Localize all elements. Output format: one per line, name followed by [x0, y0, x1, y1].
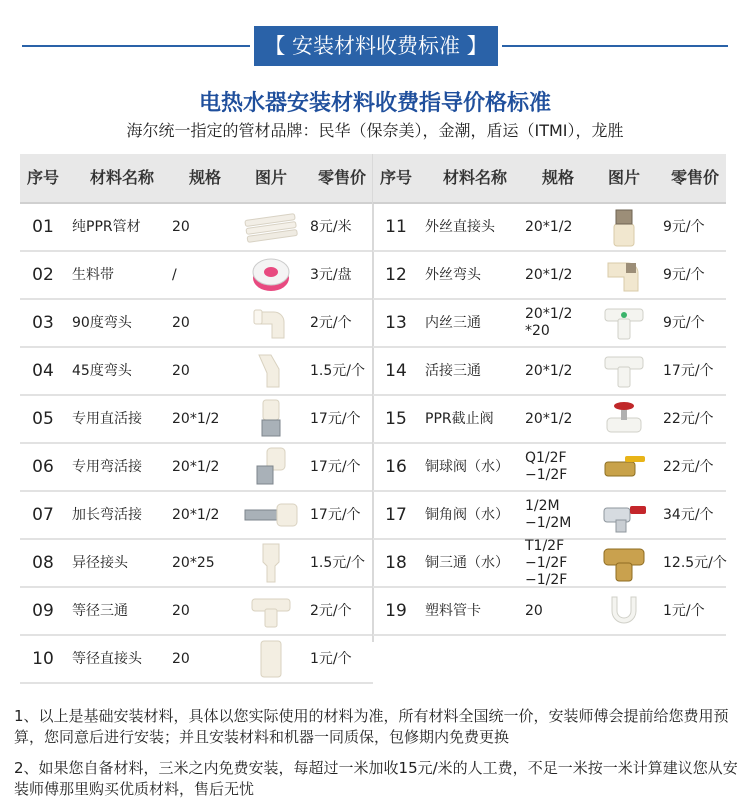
stop-valve-icon: [591, 396, 657, 442]
header-rule-right: [502, 45, 728, 47]
material-price: 17元/个: [310, 458, 361, 475]
table-row: [373, 348, 726, 396]
material-spec: 20*1/2: [525, 218, 573, 235]
row-number: 06: [32, 456, 54, 477]
header-name: 材料名称: [442, 168, 507, 187]
material-price: 3元/盘: [310, 266, 352, 283]
table-row: [373, 204, 726, 252]
material-spec: 20*25: [172, 554, 215, 571]
material-name: PPR截止阀: [425, 410, 494, 427]
header-name: 材料名称: [89, 168, 154, 187]
row-number: 02: [32, 264, 54, 285]
table-row: [373, 492, 726, 540]
note-2: 2、如果您自备材料，三米之内免费安装，每超过一米加收15元/米的人工费，不足一米按一米计算建议您从安装师傅那里购买优质材料，售后无忧: [14, 759, 738, 798]
table-row: [20, 492, 373, 540]
table-row: [20, 300, 373, 348]
row-number: 04: [32, 360, 54, 381]
material-spec: 20: [525, 602, 543, 619]
note-1: 1、以上是基础安装材料，具体以您实际使用的材料为准，所有材料全国统一价，安装师傅会提前给您费用预算，您同意后进行安装；并且安装材料和机器一同质保，包修期内免费更换: [14, 707, 729, 746]
row-number: 11: [385, 216, 407, 237]
material-spec: 20: [172, 602, 190, 619]
reducer-icon: [238, 540, 304, 586]
material-spec: 20: [172, 650, 190, 667]
table-row: [373, 537, 727, 588]
table-row: [20, 636, 373, 684]
material-spec: 20*1/2: [525, 266, 573, 283]
material-spec: 20*1/2: [172, 506, 220, 523]
material-spec: 20: [172, 314, 190, 331]
row-number: 12: [385, 264, 407, 285]
header-spec: 规格: [541, 168, 574, 187]
material-name: 外丝直接头: [425, 218, 495, 235]
ppr-pipe-icon: [238, 204, 304, 250]
material-name: 等径直接头: [72, 650, 142, 667]
header-pic: 图片: [607, 168, 640, 187]
elbow-90-icon: [238, 300, 304, 346]
material-name: 生料带: [72, 266, 114, 283]
row-number: 13: [385, 312, 407, 333]
material-price: 17元/个: [310, 410, 361, 427]
material-price: 8元/米: [310, 218, 352, 235]
material-spec: /: [172, 266, 177, 283]
material-name: 专用弯活接: [72, 458, 142, 475]
male-elbow-icon: [591, 252, 657, 298]
header-pic: 图片: [254, 168, 287, 187]
material-spec: 20: [172, 218, 190, 235]
row-number: 01: [32, 216, 54, 237]
material-name: 专用直活接: [72, 410, 142, 427]
material-name: 铜角阀（水）: [425, 506, 509, 523]
row-number: 09: [32, 600, 54, 621]
pipe-clip-icon: [591, 588, 657, 634]
header-price: 零售价: [670, 168, 719, 187]
row-number: 15: [385, 408, 407, 429]
material-spec: 20*1/2: [172, 410, 220, 427]
table-row: [20, 540, 373, 588]
material-name: 等径三通: [72, 602, 128, 619]
row-number: 17: [385, 504, 407, 525]
material-name: 塑料管卡: [425, 602, 481, 619]
material-name: 异径接头: [72, 554, 128, 571]
table-row: [20, 204, 373, 252]
material-price: 34元/个: [663, 506, 714, 523]
material-spec: 20*1/2: [172, 458, 220, 475]
row-number: 08: [32, 552, 54, 573]
price-table-right: [373, 154, 726, 684]
price-table: [20, 154, 726, 684]
ball-valve-icon: [591, 444, 657, 490]
header-no: 序号: [26, 168, 59, 187]
material-name: 加长弯活接: [72, 506, 142, 523]
coupling-icon: [238, 636, 304, 682]
union-tee-icon: [591, 348, 657, 394]
long-elbow-union-icon: [238, 492, 304, 538]
material-spec: 1/2M −1/2M: [525, 498, 572, 531]
material-name: 内丝三通: [425, 314, 481, 331]
sealing-tape-icon: [238, 252, 304, 298]
page-subtitle: 海尔统一指定的管材品牌：民华（保奈美），金潮，盾运（ITMI），龙胜: [126, 121, 624, 140]
table-row: [373, 588, 726, 636]
material-price: 9元/个: [663, 314, 705, 331]
table-row: [20, 588, 373, 636]
row-number: 07: [32, 504, 54, 525]
header-no: 序号: [379, 168, 412, 187]
table-header: [20, 154, 373, 204]
row-number: 19: [385, 600, 407, 621]
angle-valve-icon: [591, 492, 657, 538]
row-number: 18: [385, 552, 407, 573]
material-name: 90度弯头: [72, 314, 132, 331]
material-price: 1元/个: [663, 602, 705, 619]
material-price: 22元/个: [663, 410, 714, 427]
material-spec: 20*1/2: [525, 410, 573, 427]
material-spec: 20*1/2 *20: [525, 306, 573, 339]
material-name: 纯PPR管材: [72, 218, 141, 235]
material-price: 2元/个: [310, 314, 352, 331]
row-number: 16: [385, 456, 407, 477]
equal-tee-icon: [238, 588, 304, 634]
material-spec: 20: [172, 362, 190, 379]
row-number: 10: [32, 648, 54, 669]
material-price: 12.5元/个: [663, 554, 727, 571]
notes: [14, 706, 738, 810]
table-header: [373, 154, 726, 204]
table-row: [373, 300, 726, 348]
brass-tee-icon: [591, 540, 657, 586]
row-number: 05: [32, 408, 54, 429]
material-price: 22元/个: [663, 458, 714, 475]
header-price: 零售价: [317, 168, 366, 187]
table-row: [20, 396, 373, 444]
table-row: [20, 444, 373, 492]
price-table-left: [20, 154, 373, 684]
material-name: 铜球阀（水）: [425, 458, 509, 475]
straight-union-icon: [238, 396, 304, 442]
material-price: 9元/个: [663, 266, 705, 283]
elbow-union-icon: [238, 444, 304, 490]
table-row: [373, 444, 726, 492]
table-row: [373, 252, 726, 300]
row-number: 14: [385, 360, 407, 381]
material-spec: Q1/2F −1/2F: [525, 450, 568, 483]
material-spec: 20*1/2: [525, 362, 573, 379]
material-name: 45度弯头: [72, 362, 132, 379]
page-title: 电热水器安装材料收费指导价格标准: [198, 91, 551, 116]
material-name: 铜三通（水）: [425, 554, 509, 571]
material-price: 17元/个: [310, 506, 361, 523]
material-price: 9元/个: [663, 218, 705, 235]
female-tee-icon: [591, 300, 657, 346]
material-price: 1元/个: [310, 650, 352, 667]
material-price: 17元/个: [663, 362, 714, 379]
table-row: [20, 252, 373, 300]
elbow-45-icon: [238, 348, 304, 394]
header-spec: 规格: [188, 168, 221, 187]
header-rule-left: [22, 45, 250, 47]
material-price: 1.5元/个: [310, 362, 365, 379]
material-price: 1.5元/个: [310, 554, 365, 571]
material-name: 外丝弯头: [425, 266, 481, 283]
male-coupling-icon: [591, 204, 657, 250]
material-price: 2元/个: [310, 602, 352, 619]
material-name: 活接三通: [425, 362, 481, 379]
table-row: [20, 348, 373, 396]
section-banner: 【 安装材料收费标准 】: [254, 26, 498, 66]
table-row: [373, 396, 726, 444]
material-spec: T1/2F −1/2F −1/2F: [525, 537, 568, 588]
row-number: 03: [32, 312, 54, 333]
section-header: [0, 18, 750, 68]
